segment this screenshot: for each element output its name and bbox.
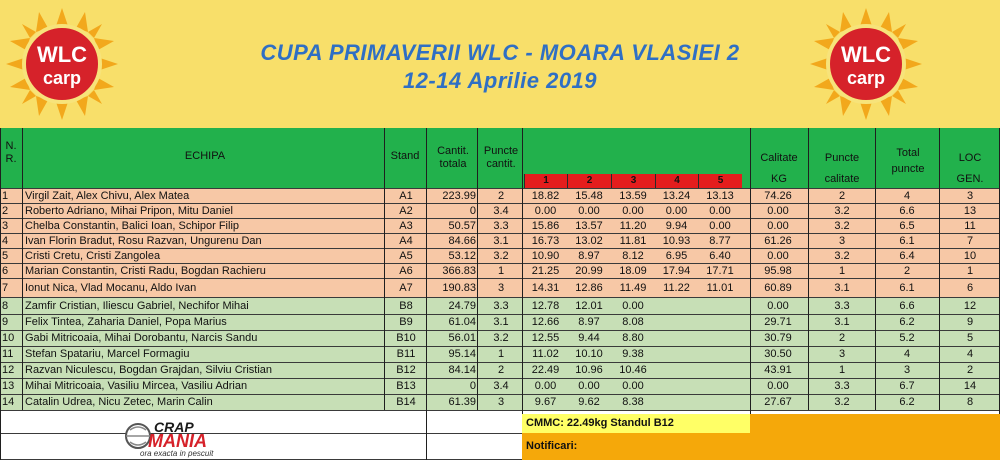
table-row: 11 Stefan Spatariu, Marcel Formagiu B11 95.14 1 11.02 10.10 9.38 30.50 3 4 4 (0, 347, 1000, 363)
brand-line2: MANIA (148, 431, 207, 451)
grid-line (22, 128, 23, 410)
header-band (0, 0, 1000, 129)
grid-line (522, 128, 523, 460)
column-header-total-puncte: Total puncte (891, 147, 925, 175)
grid-line (0, 218, 1000, 219)
brand-tagline: ora exacta in pescuit (140, 449, 214, 458)
grid-line (0, 346, 1000, 347)
table-row: 14 Catalin Udrea, Nicu Zetec, Marin Calin B14 61.39 3 9.67 9.62 8.38 27.67 3.2 6.2 8 (0, 395, 1000, 411)
notifications-label: Notificari: (522, 433, 1000, 460)
logo-line1: WLC (36, 42, 88, 67)
wlc-carp-logo-icon (4, 6, 120, 122)
grid-line (0, 394, 1000, 395)
table-row: 10 Gabi Mitricoaia, Mihai Dorobantu, Narcis Sandu B10 56.01 3.2 12.55 9.44 8.80 30.79 2 5.2 5 (0, 331, 1000, 347)
column-header-stand: Stand (390, 150, 420, 162)
page-title: CUPA PRIMAVERII WLC - MOARA VLASIEI 2 (260, 40, 740, 65)
table-row: 6 Marian Constantin, Cristi Radu, Bogdan Rachieru A6 366.83 1 21.25 20.99 18.09 17.94 17.71 95.98 1 2 1 (0, 264, 1000, 279)
table-row: 8 Zamfir Cristian, Iliescu Gabriel, Nechifor Mihai B8 24.79 3.3 12.78 12.01 0.00 0.00 3.3 6.6 12 (0, 298, 1000, 315)
event-date: 12-14 Aprilie 2019 (402, 68, 598, 93)
grid-line (0, 248, 1000, 249)
grid-line (0, 314, 1000, 315)
table-row: 13 Mihai Mitricoaia, Vasiliu Mircea, Vasiliu Adrian B13 0 3.4 0.00 0.00 0.00 0.00 3.3 6.7 14 (0, 379, 1000, 395)
logo-line2: carp (846, 68, 886, 88)
logo-line1: WLC (840, 42, 892, 67)
table-row: 4 Ivan Florin Bradut, Rosu Razvan, Ungurenu Dan A4 84.66 3.1 16.73 13.02 11.81 10.93 8.77 61.26 3 6.1 7 (0, 234, 1000, 249)
crap-mania-logo-icon (120, 414, 280, 458)
column-header-nr: N. R. (5, 140, 17, 165)
score-header-3: 3 (611, 174, 655, 188)
grid-line (939, 128, 940, 410)
cmmc-note: CMMC: 22.49kg Standul B12 (522, 414, 750, 433)
column-header-calitate: Calitate KG (760, 152, 798, 185)
grid-line (875, 128, 876, 410)
table-row: 2 Roberto Adriano, Mihai Pripon, Mitu Daniel A2 0 3.4 0.00 0.00 0.00 0.00 0.00 0.00 3.2 6.6 13 (0, 204, 1000, 219)
table-row: 3 Chelba Constantin, Balici Ioan, Schipor Filip A3 50.57 3.3 15.86 13.57 11.20 9.94 0.00 0.00 3.2 6.5 11 (0, 219, 1000, 234)
column-header-puncte-calitate: Puncte calitate (824, 152, 860, 185)
column-header-cantit: Cantit. totala (437, 145, 469, 170)
grid-line (0, 362, 1000, 363)
grid-line (477, 128, 478, 410)
column-header-loc-gen: LOC GEN. (956, 152, 984, 185)
grid-line (0, 233, 1000, 234)
grid-line (384, 128, 385, 410)
wlc-carp-logo-icon (808, 6, 924, 122)
grid-line (0, 330, 1000, 331)
score-header-5: 5 (698, 174, 742, 188)
grid-line (0, 263, 1000, 264)
grid-line (0, 203, 1000, 204)
table-row: 9 Felix Tintea, Zaharia Daniel, Popa Marius B9 61.04 3.1 12.66 8.97 8.08 29.71 3.1 6.2 9 (0, 315, 1000, 331)
table-row: 5 Cristi Cretu, Cristi Zangolea A5 53.12 3.2 10.90 8.97 8.12 6.95 6.40 0.00 3.2 6.4 10 (0, 249, 1000, 264)
column-header-echipa: ECHIPA (184, 150, 226, 162)
grid-line (426, 128, 427, 460)
grid-line (750, 128, 751, 433)
table-row: 7 Ionut Nica, Vlad Mocanu, Aldo Ivan A7 190.83 3 14.31 12.86 11.49 11.22 11.01 60.89 3.1 6.1 6 (0, 279, 1000, 298)
grid-line (0, 378, 1000, 379)
column-header-puncte-cantit: Puncte cantit. (483, 145, 519, 170)
grid-line (0, 278, 1000, 279)
cmmc-filler (750, 414, 1000, 433)
grid-line (808, 128, 809, 410)
grid-line (0, 128, 1, 460)
table-row: 1 Virgil Zait, Alex Chivu, Alex Matea A1 223.99 2 18.82 15.48 13.59 13.24 13.13 74.26 2 4 3 (0, 189, 1000, 204)
brand-line1: CRAP (154, 419, 194, 435)
grid-line (0, 297, 1000, 298)
logo-line2: carp (42, 68, 82, 88)
score-header-4: 4 (655, 174, 698, 188)
grid-line (0, 188, 1000, 189)
grid-line (0, 410, 1000, 411)
score-header-2: 2 (567, 174, 611, 188)
score-header-1: 1 (524, 174, 567, 188)
table-row: 12 Razvan Niculescu, Bogdan Grajdan, Silviu Cristian B12 84.14 2 22.49 10.96 10.46 43.91 1 3 2 (0, 363, 1000, 379)
